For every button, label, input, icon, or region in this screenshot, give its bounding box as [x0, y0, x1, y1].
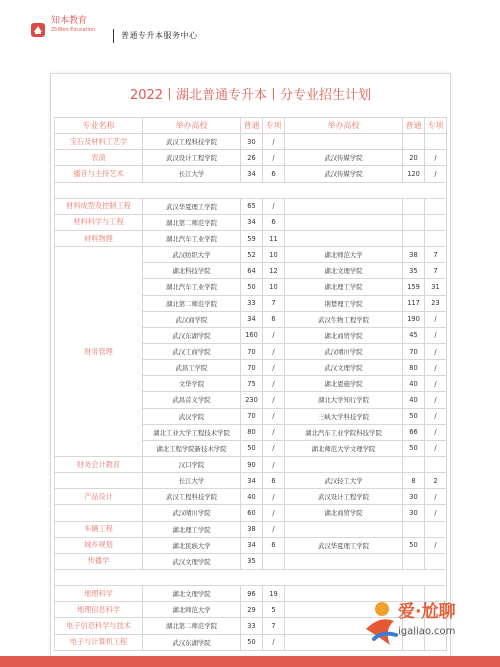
special-quota-cell: / [425, 424, 447, 440]
special-quota-cell: / [425, 440, 447, 456]
regular-quota-cell: 65 [241, 198, 263, 214]
special-quota-cell: 6 [263, 166, 285, 182]
regular-quota-cell: 20 [403, 150, 425, 166]
special-quota-cell: / [263, 150, 285, 166]
major-cell: 城乡规划 [55, 537, 143, 553]
special-quota-cell: 7 [263, 618, 285, 634]
school-cell: 武汉东湖学院 [143, 634, 241, 650]
regular-quota-cell: 70 [241, 343, 263, 359]
regular-quota-cell: 70 [241, 408, 263, 424]
special-quota-cell: 6 [263, 473, 285, 489]
school-cell: 武汉生物工程学院 [285, 311, 403, 327]
regular-quota-cell: 38 [403, 247, 425, 263]
school-cell: 武昌首义学院 [143, 392, 241, 408]
regular-quota-cell: 50 [403, 440, 425, 456]
regular-quota-cell: 66 [403, 424, 425, 440]
special-quota-cell: / [425, 311, 447, 327]
special-quota-cell: / [263, 489, 285, 505]
school-cell: 湖北商贸学院 [285, 327, 403, 343]
school-cell: 湖北理工学院 [285, 279, 403, 295]
school-cell: 湖北工业大学工程技术学院 [143, 424, 241, 440]
header-tagline: 普通专升本服务中心 [121, 31, 198, 40]
regular-quota-cell: 75 [241, 376, 263, 392]
school-cell: 武汉工商学院 [143, 343, 241, 359]
special-quota-cell: / [263, 392, 285, 408]
special-quota-cell: / [263, 424, 285, 440]
enrollment-plan-table [54, 117, 447, 651]
special-quota-cell: / [425, 360, 447, 376]
watermark-url: igaliao.com [398, 626, 456, 637]
special-quota-cell: / [263, 376, 285, 392]
special-quota-cell: 19 [263, 586, 285, 602]
table-row [55, 473, 447, 489]
school-cell: 湖北文理学院 [143, 586, 241, 602]
regular-quota-cell: 50 [241, 440, 263, 456]
regular-quota-cell [403, 134, 425, 150]
regular-quota-cell: 50 [241, 634, 263, 650]
school-cell: 武汉工程科技学院 [143, 489, 241, 505]
special-quota-cell: / [263, 521, 285, 537]
spacer-cell [55, 182, 447, 198]
regular-quota-cell: 117 [403, 295, 425, 311]
major-cell: 传播学 [55, 553, 143, 569]
regular-quota-cell: 96 [241, 586, 263, 602]
school-cell: 湖北汽车工业学院 [143, 230, 241, 246]
header-divider [113, 29, 114, 43]
school-cell: 武汉传媒学院 [285, 150, 403, 166]
header-major: 专业名称 [55, 118, 143, 134]
table-row [55, 537, 447, 553]
special-quota-cell: 6 [263, 311, 285, 327]
school-cell: 湖北大学知行学院 [285, 392, 403, 408]
regular-quota-cell: 230 [241, 392, 263, 408]
special-quota-cell: 6 [263, 537, 285, 553]
watermark-brand: 爱·尬聊 [398, 602, 456, 622]
major-cell: 车辆工程 [55, 521, 143, 537]
major-cell [55, 505, 143, 521]
special-quota-cell: / [425, 392, 447, 408]
regular-quota-cell: 159 [403, 279, 425, 295]
special-quota-cell [263, 553, 285, 569]
school-cell: 武汉学院 [143, 408, 241, 424]
special-quota-cell: 12 [263, 263, 285, 279]
school-cell: 汉口学院 [143, 456, 241, 472]
regular-quota-cell: 40 [241, 489, 263, 505]
school-cell: 湖北师范大学文理学院 [285, 440, 403, 456]
table-body [55, 134, 447, 651]
regular-quota-cell: 38 [241, 521, 263, 537]
header-regular-1: 普通 [241, 118, 263, 134]
special-quota-cell: / [263, 505, 285, 521]
major-cell: 地理信息科学 [55, 602, 143, 618]
school-cell: 武汉商学院 [143, 311, 241, 327]
special-quota-cell: / [425, 537, 447, 553]
school-cell [285, 456, 403, 472]
special-quota-cell: 11 [263, 230, 285, 246]
regular-quota-cell: 35 [403, 263, 425, 279]
regular-quota-cell: 34 [241, 311, 263, 327]
school-cell: 湖北商贸学院 [285, 505, 403, 521]
special-quota-cell [425, 230, 447, 246]
regular-quota-cell [403, 456, 425, 472]
school-cell [285, 214, 403, 230]
special-quota-cell [425, 553, 447, 569]
special-quota-cell: / [263, 634, 285, 650]
header-special-2: 专项 [425, 118, 447, 134]
regular-quota-cell: 26 [241, 150, 263, 166]
school-cell: 湖北第二师范学院 [143, 214, 241, 230]
special-quota-cell: 7 [425, 247, 447, 263]
school-cell: 湖北理工学院 [143, 521, 241, 537]
regular-quota-cell [403, 553, 425, 569]
regular-quota-cell: 34 [241, 214, 263, 230]
major-cell: 播音与主持艺术 [55, 166, 143, 182]
school-cell: 武汉东湖学院 [143, 327, 241, 343]
special-quota-cell: / [425, 408, 447, 424]
table-row [55, 247, 447, 263]
special-quota-cell: / [425, 376, 447, 392]
school-cell: 湖北科技学院 [143, 263, 241, 279]
school-cell: 武汉文理学院 [285, 360, 403, 376]
regular-quota-cell: 52 [241, 247, 263, 263]
special-quota-cell: / [263, 198, 285, 214]
school-cell: 湖北第二师范学院 [143, 295, 241, 311]
regular-quota-cell: 50 [403, 537, 425, 553]
regular-quota-cell: 64 [241, 263, 263, 279]
regular-quota-cell: 30 [241, 134, 263, 150]
school-cell: 武昌工学院 [143, 360, 241, 376]
school-cell: 湖北汽车工业学院科技学院 [285, 424, 403, 440]
major-cell: 产品设计 [55, 489, 143, 505]
major-cell: 财务管理 [55, 247, 143, 457]
special-quota-cell: / [263, 134, 285, 150]
special-quota-cell: 6 [263, 214, 285, 230]
major-cell: 财务会计教育 [55, 456, 143, 472]
regular-quota-cell [403, 230, 425, 246]
regular-quota-cell: 33 [241, 618, 263, 634]
special-quota-cell: 31 [425, 279, 447, 295]
special-quota-cell: / [425, 150, 447, 166]
special-quota-cell: / [425, 166, 447, 182]
school-cell: 武汉文理学院 [143, 553, 241, 569]
school-cell: 武汉传媒学院 [285, 166, 403, 182]
school-cell [285, 521, 403, 537]
table-row [55, 521, 447, 537]
school-cell: 湖北第二师范学院 [143, 618, 241, 634]
special-quota-cell: / [425, 327, 447, 343]
table-row [55, 230, 447, 246]
school-cell: 长江大学 [143, 166, 241, 182]
regular-quota-cell: 80 [403, 360, 425, 376]
regular-quota-cell: 30 [403, 505, 425, 521]
major-cell: 地理科学 [55, 586, 143, 602]
school-cell: 武汉纺织大学 [143, 247, 241, 263]
table-row [55, 553, 447, 569]
major-cell [55, 473, 143, 489]
app-header [0, 0, 500, 56]
document-title: 2022丨湖北普通专升本丨分专业招生计划 [129, 88, 372, 103]
school-cell: 武汉设计工程学院 [143, 150, 241, 166]
special-quota-cell [425, 198, 447, 214]
major-cell: 宝石及材料工艺学 [55, 134, 143, 150]
header-school-2: 举办高校 [285, 118, 403, 134]
school-cell: 武汉工程科技学院 [143, 134, 241, 150]
school-cell: 武汉晴川学院 [285, 343, 403, 359]
school-cell: 湖北工程学院新技术学院 [143, 440, 241, 456]
special-quota-cell: / [425, 343, 447, 359]
table-row [55, 489, 447, 505]
special-quota-cell [425, 521, 447, 537]
special-quota-cell: / [263, 360, 285, 376]
regular-quota-cell: 80 [241, 424, 263, 440]
regular-quota-cell: 29 [241, 602, 263, 618]
school-cell: 湖北师范大学 [143, 602, 241, 618]
school-cell: 湖北民族大学 [143, 537, 241, 553]
regular-quota-cell: 190 [403, 311, 425, 327]
school-cell [285, 230, 403, 246]
special-quota-cell: / [263, 456, 285, 472]
school-cell: 荆楚理工学院 [285, 295, 403, 311]
major-cell: 材料科学与工程 [55, 214, 143, 230]
regular-quota-cell: 40 [403, 392, 425, 408]
special-quota-cell: / [263, 327, 285, 343]
school-cell [285, 198, 403, 214]
regular-quota-cell: 45 [403, 327, 425, 343]
table-row [55, 198, 447, 214]
regular-quota-cell [403, 214, 425, 230]
footer-bar [0, 656, 500, 667]
major-cell: 电子信息科学与技术 [55, 618, 143, 634]
regular-quota-cell: 8 [403, 473, 425, 489]
special-quota-cell: / [425, 505, 447, 521]
special-quota-cell: 5 [263, 602, 285, 618]
special-quota-cell: 7 [425, 263, 447, 279]
header-special-1: 专项 [263, 118, 285, 134]
regular-quota-cell: 50 [403, 408, 425, 424]
regular-quota-cell: 70 [241, 360, 263, 376]
special-quota-cell: / [263, 408, 285, 424]
special-quota-cell [425, 214, 447, 230]
table-row [55, 150, 447, 166]
brand-name-cn: 知本教育 [51, 16, 88, 26]
table-header-row [55, 118, 447, 134]
spacer-row [55, 182, 447, 198]
school-cell [285, 134, 403, 150]
header-school-1: 举办高校 [143, 118, 241, 134]
special-quota-cell: 10 [263, 279, 285, 295]
special-quota-cell: 10 [263, 247, 285, 263]
regular-quota-cell: 60 [241, 505, 263, 521]
regular-quota-cell: 34 [241, 537, 263, 553]
table-row [55, 214, 447, 230]
special-quota-cell: / [425, 489, 447, 505]
regular-quota-cell: 160 [241, 327, 263, 343]
table-row [55, 134, 447, 150]
special-quota-cell: 23 [425, 295, 447, 311]
regular-quota-cell: 70 [403, 343, 425, 359]
major-cell: 电子与计算机工程 [55, 634, 143, 650]
spacer-cell [55, 569, 447, 585]
regular-quota-cell: 33 [241, 295, 263, 311]
table-row [55, 505, 447, 521]
brand-name [51, 16, 95, 34]
major-cell: 表演 [55, 150, 143, 166]
school-cell: 湖北师范大学 [285, 247, 403, 263]
school-cell [285, 553, 403, 569]
regular-quota-cell [403, 521, 425, 537]
school-cell: 武汉设计工程学院 [285, 489, 403, 505]
regular-quota-cell: 34 [241, 166, 263, 182]
school-cell: 长江大学 [143, 473, 241, 489]
regular-quota-cell [403, 198, 425, 214]
table-row [55, 166, 447, 182]
special-quota-cell: 2 [425, 473, 447, 489]
spacer-row [55, 569, 447, 585]
regular-quota-cell: 59 [241, 230, 263, 246]
regular-quota-cell: 35 [241, 553, 263, 569]
school-cell: 武汉华夏理工学院 [285, 537, 403, 553]
special-quota-cell: 7 [263, 295, 285, 311]
special-quota-cell: / [263, 440, 285, 456]
school-cell: 湖北汽车工业学院 [143, 279, 241, 295]
regular-quota-cell: 120 [403, 166, 425, 182]
regular-quota-cell: 34 [241, 473, 263, 489]
regular-quota-cell: 50 [241, 279, 263, 295]
brand-name-en: ZhiBen Education [51, 27, 96, 33]
school-cell: 武汉轻工大学 [285, 473, 403, 489]
school-cell: 湖北恩施学院 [285, 376, 403, 392]
school-cell: 武汉晴川学院 [143, 505, 241, 521]
special-quota-cell: / [263, 343, 285, 359]
table-row [55, 456, 447, 472]
regular-quota-cell: 30 [403, 489, 425, 505]
regular-quota-cell: 90 [241, 456, 263, 472]
school-cell: 文华学院 [143, 376, 241, 392]
regular-quota-cell: 40 [403, 376, 425, 392]
school-cell: 武汉华夏理工学院 [143, 198, 241, 214]
header-regular-2: 普通 [403, 118, 425, 134]
special-quota-cell [425, 456, 447, 472]
school-cell: 三峡大学科技学院 [285, 408, 403, 424]
major-cell: 材料成型及控制工程 [55, 198, 143, 214]
special-quota-cell [425, 134, 447, 150]
school-cell: 湖北文理学院 [285, 263, 403, 279]
brand-logo-icon [30, 22, 46, 38]
major-cell: 材料物理 [55, 230, 143, 246]
